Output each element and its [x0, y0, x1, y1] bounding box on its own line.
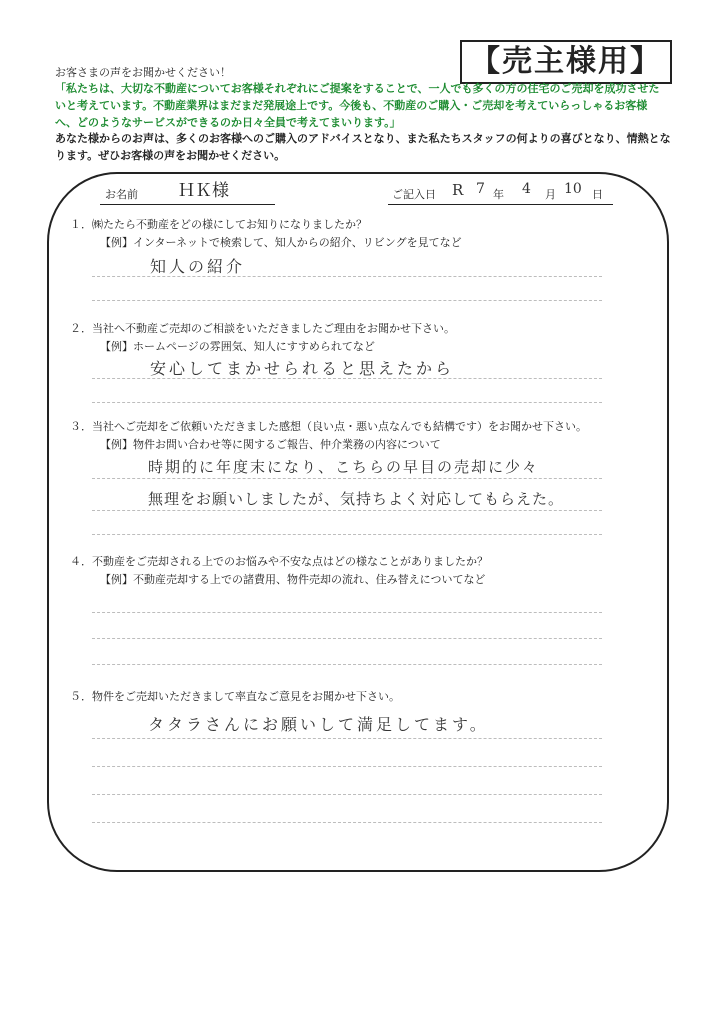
- answer-3-line-1[interactable]: 時期的に年度末になり、こちらの早目の売却に少々: [148, 458, 540, 476]
- year-unit: 年: [493, 188, 504, 201]
- intro-request: あなた様からのお声は、多くのお客様へのご購入のアドバイスとなり、また私たちスタッフの何よりの喜びとなり、情熱となります。ぜひお客様の声をお聞かせください。: [55, 132, 671, 162]
- day-unit: 日: [592, 188, 603, 201]
- date-day-field[interactable]: 10: [564, 181, 582, 197]
- question-2: ２．当社へ不動産ご売却のご相談をいただきましたご理由をお聞かせ下さい。: [70, 322, 455, 335]
- date-underline: [388, 204, 613, 205]
- question-3-example: 【例】物件お問い合わせ等に関するご報告、仲介業務の内容について: [100, 438, 441, 451]
- answer-rule: [92, 794, 602, 795]
- name-underline: [100, 204, 275, 205]
- date-year-field[interactable]: 7: [476, 181, 485, 197]
- question-4-example: 【例】不動産売却する上での諸費用、物件売却の流れ、住み替えについてなど: [100, 573, 486, 586]
- question-5: ５．物件をご売却いただきまして率直なご意見をお聞かせ下さい。: [70, 690, 400, 703]
- answer-rule: [92, 478, 602, 479]
- intro-heading: お客さまの声をお聞かせください！: [55, 66, 231, 79]
- answer-5-line-1[interactable]: タタラさんにお願いして満足してます。: [148, 715, 489, 734]
- answer-1-line-1[interactable]: 知人の紹介: [150, 257, 246, 276]
- answer-rule: [92, 378, 602, 379]
- question-2-example: 【例】ホームページの雰囲気、知人にすすめられてなど: [100, 340, 375, 353]
- answer-rule: [92, 276, 602, 277]
- answer-rule: [92, 822, 602, 823]
- question-1-example: 【例】インターネットで検索して、知人からの紹介、リビングを見てなど: [100, 236, 462, 249]
- month-unit: 月: [545, 188, 556, 201]
- date-month-field[interactable]: 4: [522, 181, 531, 197]
- answer-rule: [92, 534, 602, 535]
- name-label: お名前: [105, 188, 138, 201]
- name-field[interactable]: ＨＫ様: [178, 181, 229, 201]
- date-label: ご記入日: [392, 188, 436, 201]
- question-4: ４．不動産をご売却される上でのお悩みや不安な点はどの様なことがありましたか？: [70, 555, 488, 568]
- answer-rule: [92, 300, 602, 301]
- answer-rule: [92, 664, 602, 665]
- answer-rule: [92, 738, 602, 739]
- answer-rule: [92, 638, 602, 639]
- intro-message: 「私たちは、大切な不動産についてお客様それぞれにご提案をすることで、一人でも多くの方の住宅のご売却を成功させたいと考えています。不動産業界はまだまだ発展途上です。今後も、不動産のご購入・ご売却を考えていらっしゃるお客様へ、どのようなサービスができるのか日々全員で考えてまいります。」: [55, 82, 660, 129]
- question-3: ３．当社へご売却をご依頼いただきました感想（良い点・悪い点なんでも結構です）をお聞かせ下さい。: [70, 420, 587, 433]
- survey-frame: [47, 172, 669, 872]
- answer-2-line-1[interactable]: 安心してまかせられると思えたから: [150, 359, 455, 378]
- page-title: 【売主様用】: [460, 40, 672, 84]
- date-era-field[interactable]: R: [452, 181, 464, 199]
- question-1: １．㈱たたら不動産をどの様にしてお知りになりましたか？: [70, 218, 367, 231]
- answer-rule: [92, 402, 602, 403]
- answer-rule: [92, 510, 602, 511]
- answer-rule: [92, 766, 602, 767]
- answer-rule: [92, 612, 602, 613]
- answer-3-line-2[interactable]: 無理をお願いしましたが、気持ちよく対応してもらえた。: [148, 490, 565, 508]
